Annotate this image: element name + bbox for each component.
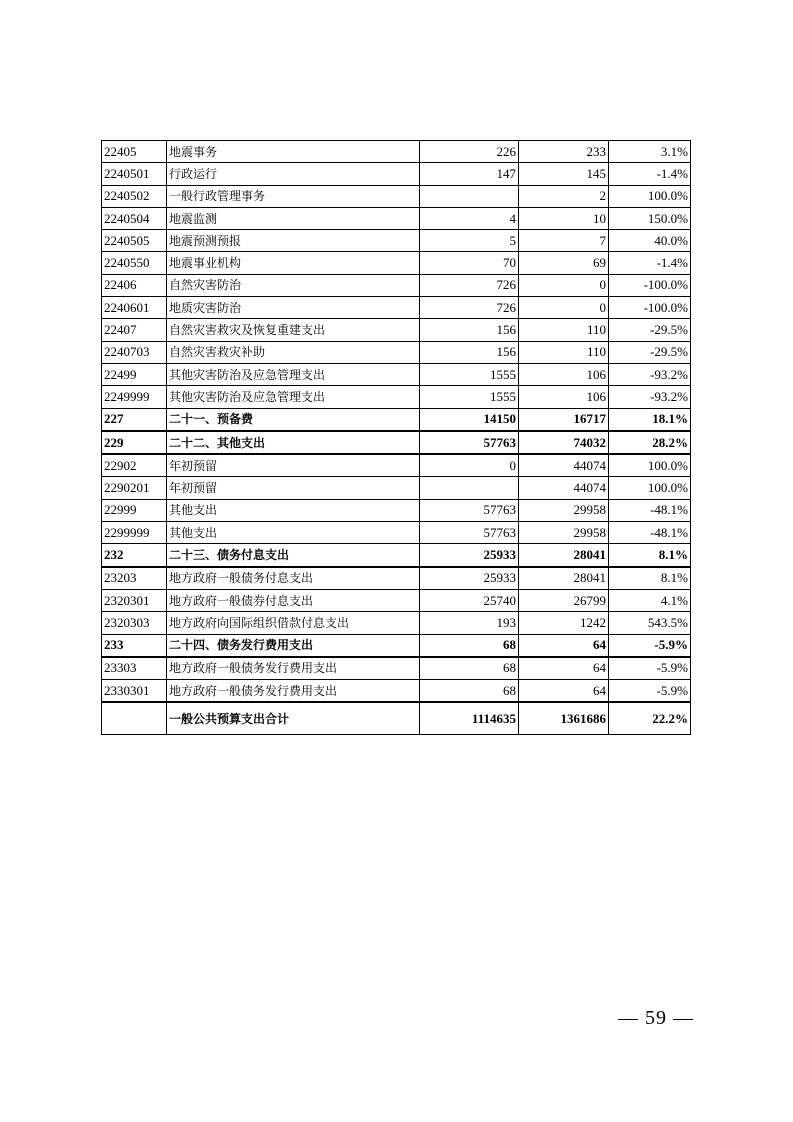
item-name-cell: 年初预留 — [167, 477, 420, 499]
item-name-cell: 其他灾害防治及应急管理支出 — [167, 363, 420, 385]
change-percent-cell: -29.5% — [609, 319, 691, 341]
item-name-cell: 地震监测 — [167, 207, 420, 229]
item-name-cell: 其他支出 — [167, 522, 420, 544]
item-name-cell: 地方政府一般债务发行费用支出 — [167, 680, 420, 703]
item-code-cell: 22406 — [102, 274, 167, 296]
item-code-cell: 232 — [102, 544, 167, 567]
table-row — [102, 522, 691, 544]
item-code-cell: 22405 — [102, 141, 167, 163]
prior-amount-cell: 0 — [420, 454, 519, 477]
prior-amount-cell — [420, 477, 519, 499]
table-row — [102, 567, 691, 590]
item-code-cell: 2320303 — [102, 612, 167, 634]
table-row — [102, 274, 691, 296]
budget-expenditure-table — [101, 140, 691, 735]
current-amount-cell: 106 — [519, 386, 609, 408]
change-percent-cell: 8.1% — [609, 567, 691, 590]
prior-amount-cell: 70 — [420, 252, 519, 274]
prior-amount-cell: 57763 — [420, 499, 519, 521]
prior-amount-cell: 14150 — [420, 408, 519, 431]
change-percent-cell: 100.0% — [609, 185, 691, 207]
item-name-cell: 一般行政管理事务 — [167, 185, 420, 207]
item-name-cell: 地方政府一般债务发行费用支出 — [167, 657, 420, 680]
current-amount-cell: 110 — [519, 341, 609, 363]
total-row — [102, 702, 691, 735]
table-row — [102, 634, 691, 657]
prior-amount-cell: 5 — [420, 230, 519, 252]
change-percent-cell: -5.9% — [609, 634, 691, 657]
item-code-cell: 23303 — [102, 657, 167, 680]
prior-amount-cell: 1555 — [420, 363, 519, 385]
item-name-cell: 地震事业机构 — [167, 252, 420, 274]
item-code-cell: 2330301 — [102, 680, 167, 703]
current-amount-cell: 44074 — [519, 477, 609, 499]
current-amount-cell: 28041 — [519, 544, 609, 567]
item-code-cell: 2290201 — [102, 477, 167, 499]
item-name-cell: 自然灾害救灾补助 — [167, 341, 420, 363]
prior-amount-cell: 4 — [420, 207, 519, 229]
current-amount-cell: 29958 — [519, 522, 609, 544]
prior-amount-cell: 25933 — [420, 567, 519, 590]
prior-amount-cell: 147 — [420, 163, 519, 185]
table-row — [102, 499, 691, 521]
current-amount-cell: 233 — [519, 141, 609, 163]
current-amount-cell: 106 — [519, 363, 609, 385]
current-amount-cell: 74032 — [519, 431, 609, 454]
change-percent-cell: 100.0% — [609, 454, 691, 477]
change-percent-cell: 100.0% — [609, 477, 691, 499]
item-name-cell: 行政运行 — [167, 163, 420, 185]
item-code-cell: 22499 — [102, 363, 167, 385]
change-percent-cell: 4.1% — [609, 589, 691, 611]
change-percent-cell: -5.9% — [609, 680, 691, 703]
change-percent-cell: 18.1% — [609, 408, 691, 431]
item-code-cell: 22407 — [102, 319, 167, 341]
current-amount-cell: 29958 — [519, 499, 609, 521]
table-row — [102, 163, 691, 185]
table-row — [102, 612, 691, 634]
item-name-cell: 地震预测预报 — [167, 230, 420, 252]
current-amount-cell: 145 — [519, 163, 609, 185]
change-percent-cell: -48.1% — [609, 522, 691, 544]
table-row — [102, 230, 691, 252]
item-name-cell: 其他支出 — [167, 499, 420, 521]
item-name-cell: 自然灾害防治 — [167, 274, 420, 296]
page-number: — 59 — — [618, 1007, 694, 1029]
table-row — [102, 544, 691, 567]
table-row — [102, 431, 691, 454]
prior-amount-cell: 156 — [420, 341, 519, 363]
table-row — [102, 657, 691, 680]
change-percent-cell: 150.0% — [609, 207, 691, 229]
item-name-cell: 地震事务 — [167, 141, 420, 163]
current-amount-cell: 1242 — [519, 612, 609, 634]
prior-amount-cell: 68 — [420, 657, 519, 680]
item-name-cell: 二十三、债务付息支出 — [167, 544, 420, 567]
current-amount-cell: 26799 — [519, 589, 609, 611]
item-name-cell: 二十一、预备费 — [167, 408, 420, 431]
prior-amount-cell: 25740 — [420, 589, 519, 611]
item-code-cell: 2240703 — [102, 341, 167, 363]
prior-amount-cell: 57763 — [420, 431, 519, 454]
item-code-cell: 2240502 — [102, 185, 167, 207]
current-amount-cell: 44074 — [519, 454, 609, 477]
table-row — [102, 363, 691, 385]
item-code-cell: 2320301 — [102, 589, 167, 611]
item-code-cell: 2249999 — [102, 386, 167, 408]
table-row — [102, 297, 691, 319]
prior-amount-cell: 57763 — [420, 522, 519, 544]
total-prior-amount-cell: 1114635 — [420, 702, 519, 735]
prior-amount-cell — [420, 185, 519, 207]
change-percent-cell: -48.1% — [609, 499, 691, 521]
current-amount-cell: 110 — [519, 319, 609, 341]
table-row — [102, 141, 691, 163]
table-row — [102, 386, 691, 408]
table-row — [102, 477, 691, 499]
table-row — [102, 319, 691, 341]
change-percent-cell: -5.9% — [609, 657, 691, 680]
prior-amount-cell: 68 — [420, 680, 519, 703]
current-amount-cell: 16717 — [519, 408, 609, 431]
change-percent-cell: -29.5% — [609, 341, 691, 363]
item-name-cell: 二十四、债务发行费用支出 — [167, 634, 420, 657]
table-row — [102, 454, 691, 477]
item-code-cell: 22999 — [102, 499, 167, 521]
item-code-cell: 233 — [102, 634, 167, 657]
total-change-percent-cell: 22.2% — [609, 702, 691, 735]
item-name-cell: 其他灾害防治及应急管理支出 — [167, 386, 420, 408]
item-code-cell: 2240550 — [102, 252, 167, 274]
prior-amount-cell: 226 — [420, 141, 519, 163]
item-code-cell: 2240505 — [102, 230, 167, 252]
prior-amount-cell: 1555 — [420, 386, 519, 408]
item-code-cell: 2240501 — [102, 163, 167, 185]
total-item-name-cell: 一般公共预算支出合计 — [167, 702, 420, 735]
change-percent-cell: -100.0% — [609, 274, 691, 296]
prior-amount-cell: 193 — [420, 612, 519, 634]
item-name-cell: 地方政府一般债券付息支出 — [167, 589, 420, 611]
item-name-cell: 自然灾害救灾及恢复重建支出 — [167, 319, 420, 341]
prior-amount-cell: 726 — [420, 297, 519, 319]
item-code-cell: 227 — [102, 408, 167, 431]
change-percent-cell: 28.2% — [609, 431, 691, 454]
item-code-cell: 22902 — [102, 454, 167, 477]
table-row — [102, 680, 691, 703]
current-amount-cell: 0 — [519, 274, 609, 296]
change-percent-cell: -93.2% — [609, 363, 691, 385]
current-amount-cell: 7 — [519, 230, 609, 252]
item-name-cell: 地方政府向国际组织借款付息支出 — [167, 612, 420, 634]
current-amount-cell: 64 — [519, 657, 609, 680]
item-code-cell: 2299999 — [102, 522, 167, 544]
table-body — [102, 141, 691, 735]
prior-amount-cell: 68 — [420, 634, 519, 657]
current-amount-cell: 64 — [519, 680, 609, 703]
change-percent-cell: 3.1% — [609, 141, 691, 163]
current-amount-cell: 69 — [519, 252, 609, 274]
change-percent-cell: -93.2% — [609, 386, 691, 408]
current-amount-cell: 10 — [519, 207, 609, 229]
change-percent-cell: 40.0% — [609, 230, 691, 252]
total-current-amount-cell: 1361686 — [519, 702, 609, 735]
current-amount-cell: 0 — [519, 297, 609, 319]
change-percent-cell: -1.4% — [609, 252, 691, 274]
table-row — [102, 252, 691, 274]
prior-amount-cell: 156 — [420, 319, 519, 341]
current-amount-cell: 28041 — [519, 567, 609, 590]
item-name-cell: 地方政府一般债务付息支出 — [167, 567, 420, 590]
item-code-cell: 229 — [102, 431, 167, 454]
item-name-cell: 二十二、其他支出 — [167, 431, 420, 454]
change-percent-cell: 8.1% — [609, 544, 691, 567]
prior-amount-cell: 25933 — [420, 544, 519, 567]
change-percent-cell: -1.4% — [609, 163, 691, 185]
item-name-cell: 年初预留 — [167, 454, 420, 477]
change-percent-cell: -100.0% — [609, 297, 691, 319]
current-amount-cell: 64 — [519, 634, 609, 657]
table-row — [102, 185, 691, 207]
item-name-cell: 地质灾害防治 — [167, 297, 420, 319]
table-row — [102, 589, 691, 611]
item-code-cell: 2240601 — [102, 297, 167, 319]
table-row — [102, 408, 691, 431]
prior-amount-cell: 726 — [420, 274, 519, 296]
table-row — [102, 341, 691, 363]
current-amount-cell: 2 — [519, 185, 609, 207]
change-percent-cell: 543.5% — [609, 612, 691, 634]
total-item-code-cell — [102, 702, 167, 735]
item-code-cell: 2240504 — [102, 207, 167, 229]
table-row — [102, 207, 691, 229]
item-code-cell: 23203 — [102, 567, 167, 590]
